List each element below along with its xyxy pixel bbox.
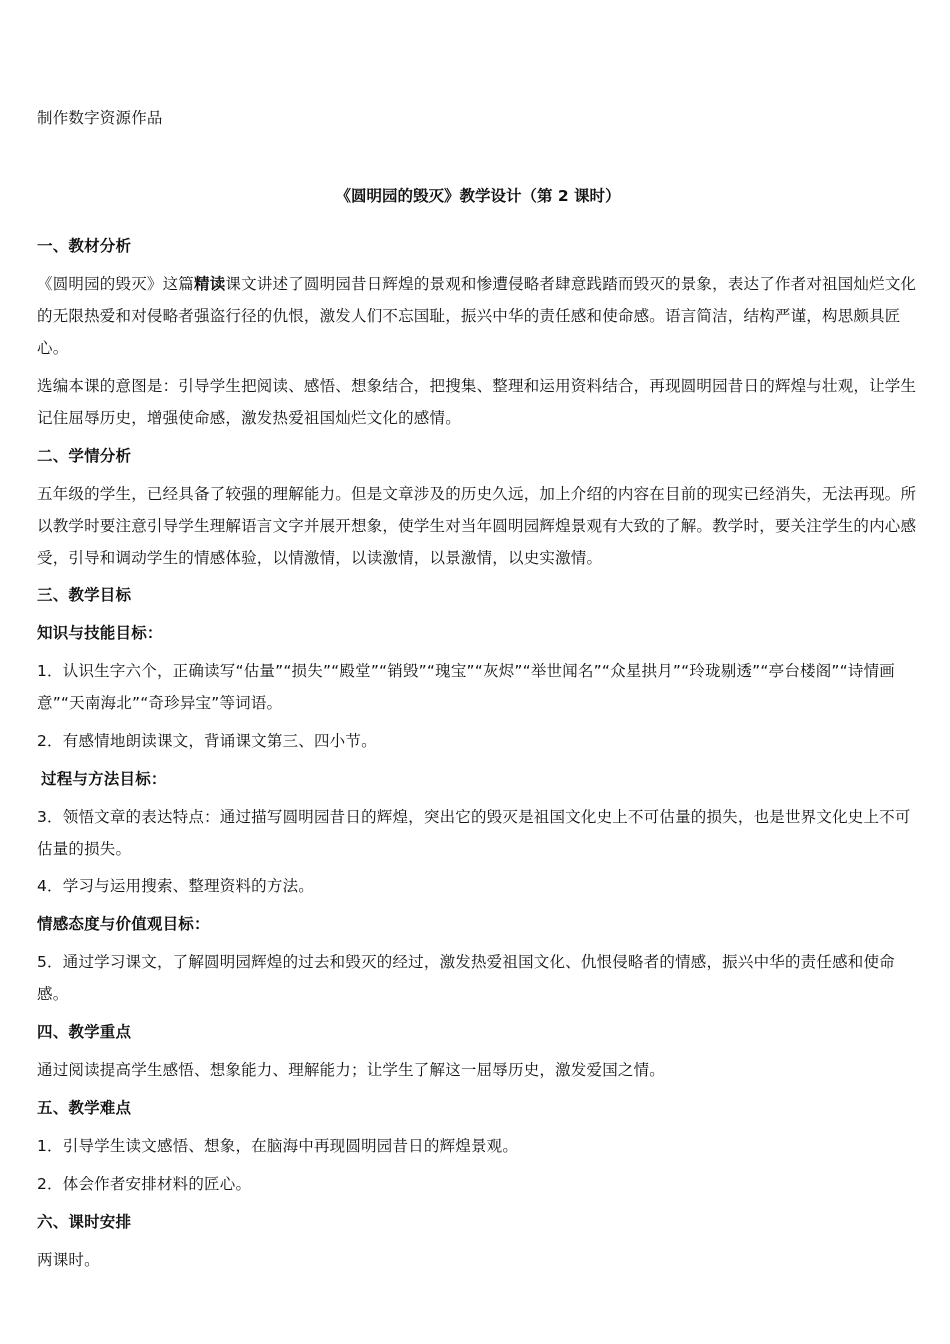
section-heading-key-points: 四、教学重点 (37, 1023, 132, 1041)
section-heading-materials: 一、教材分析 (37, 237, 132, 255)
difficulty-item-1: 1．引导学生读文感悟、想象，在脑海中再现圆明园昔日的辉煌景观。 (37, 1137, 519, 1155)
materials-p1-post: 课文讲述了圆明园昔日辉煌的景观和惨遭侵略者肆意践踏而毁灭的景象，表达了作者对祖国灿烂文化的无限热爱和对侵略者强盗行径的仇恨，激发人们不忘国耻，振兴中华的责任感和使命感。语言简洁，结构严谨，构思颇具匠心。 (37, 275, 917, 357)
key-points-paragraph: 通过阅读提高学生感悟、想象能力、理解能力；让学生了解这一屈辱历史，激发爱国之情。 (37, 1061, 666, 1079)
section-heading-schedule: 六、课时安排 (37, 1213, 132, 1231)
objectives-subheading-process: 过程与方法目标： (41, 770, 167, 788)
objective-item-2: 2．有感情地朗读课文，背诵课文第三、四小节。 (37, 732, 377, 750)
materials-p1-pre: 《圆明园的毁灭》这篇 (37, 275, 195, 293)
objective-item-1: 1．认识生字六个，正确读写“估量”“损失”“殿堂”“销毁”“瑰宝”“灰烬”“举世闻名”“众星拱月”“玲珑剔透”“亭台楼阁”“诗情画意”“天南海北”“奇珍异宝”等词语。 (37, 662, 895, 712)
difficulty-item-2: 2．体会作者安排材料的匠心。 (37, 1175, 252, 1193)
document-title: 《圆明园的毁灭》教学设计（第 2 课时） (335, 187, 621, 205)
section-heading-students: 二、学情分析 (37, 447, 132, 465)
students-paragraph: 五年级的学生，已经具备了较强的理解能力。但是文章涉及的历史久远，加上介绍的内容在目前的现实已经消失，无法再现。所以教学时要注意引导学生理解语言文字并展开想象，使学生对当年圆明园辉煌景观有大致的了解。教学时，要关注学生的内心感受，引导和调动学生的情感体验，以情激情，以读激情，以景激情，以史实激情。 (37, 485, 917, 567)
materials-paragraph-1 (37, 268, 919, 364)
section-heading-difficulties: 五、教学难点 (37, 1099, 132, 1117)
section-heading-objectives: 三、教学目标 (37, 586, 132, 604)
schedule-paragraph: 两课时。 (37, 1251, 100, 1269)
objective-item-4: 4．学习与运用搜索、整理资料的方法。 (37, 877, 314, 895)
objectives-subheading-emotion: 情感态度与价值观目标： (37, 915, 210, 933)
objective-item-3: 3．领悟文章的表达特点：通过描写圆明园昔日的辉煌，突出它的毁灭是祖国文化史上不可估量的损失，也是世界文化史上不可估量的损失。 (37, 808, 911, 858)
header-note: 制作数字资源作品 (37, 109, 163, 127)
materials-paragraph-2: 选编本课的意图是：引导学生把阅读、感悟、想象结合，把搜集、整理和运用资料结合，再现圆明园昔日的辉煌与壮观，让学生记住屈辱历史，增强使命感，激发热爱祖国灿烂文化的感情。 (37, 377, 917, 427)
materials-p1-bold: 精读 (194, 275, 226, 293)
objective-item-5: 5．通过学习课文，了解圆明园辉煌的过去和毁灭的经过，激发热爱祖国文化、仇恨侵略者的情感，振兴中华的责任感和使命感。 (37, 953, 895, 1003)
objectives-subheading-knowledge: 知识与技能目标： (37, 624, 163, 642)
